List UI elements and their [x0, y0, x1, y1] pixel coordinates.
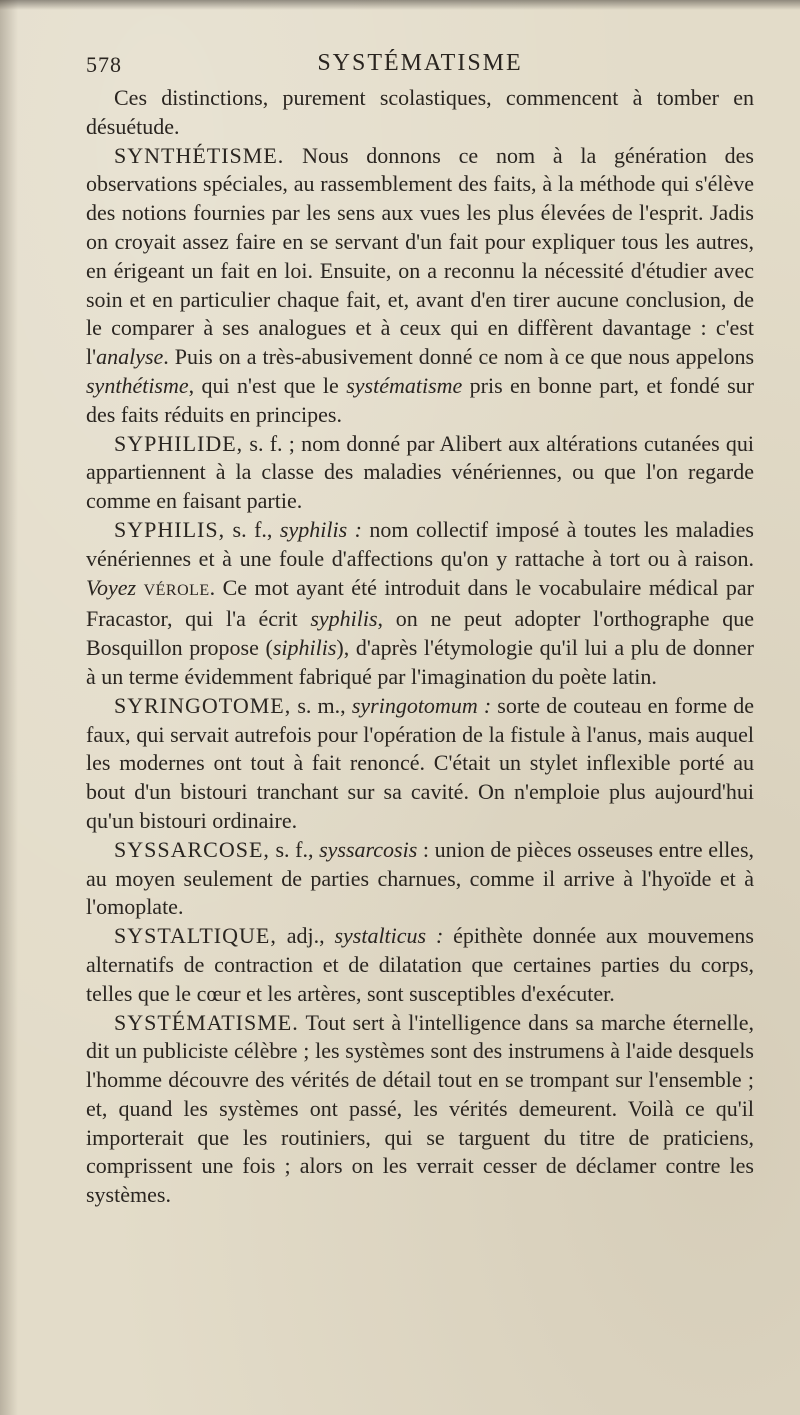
entry-text: s. m.,: [291, 692, 352, 718]
entry-text: épithète donnée aux mouvemens alternatifs de contraction et de dilatation que certaines parties du corps, telles que le cœur et les artères, sont susceptibles d'exécuter.: [86, 923, 754, 1006]
entry-text: nom collectif imposé à toutes les maladies vénériennes et à une foule d'affections qu'on y rattache à tort ou à raison.: [86, 516, 754, 571]
headword: SYSTÉMATISME.: [114, 1009, 299, 1035]
italic-term: syringotomum :: [351, 692, 492, 718]
entry-synthetisme: [86, 142, 754, 430]
entry-syphilide: [86, 430, 754, 516]
body-text: [86, 84, 754, 1210]
entry-text: s. f.,: [225, 516, 280, 542]
entry-text: ), d'après l'étymologie qu'il lui a plu de donner à un terme évidemment fabriqué par l'imagination du poète latin.: [86, 635, 754, 689]
entry-text: Nous donnons ce nom à la génération des observations spéciales, au rassemblement des faits, à la méthode qui s'élève des notions fournies par les sens aux vues les plus élevées de l'esprit. Jadis on croyait assez faire en se servant d'un fait pour expliquer tous les autres, en érigeant un fait en loi. Ensuite, on a reconnu la nécessité d'étudier avec soin et en particulier chaque fait, et, avant d'en tirer aucune conclusion, de le comparer à ses analogues et à ceux qui en diffèrent davantage : c'est l': [86, 142, 754, 370]
entry-systematisme: [86, 1009, 754, 1211]
entry-text: : union de pièces osseuses entre elles, au moyen seulement de parties charnues, comme il arrive à l'hyoïde et à l'omoplate.: [86, 836, 755, 920]
headword: SYPHILIDE,: [114, 430, 244, 456]
entry-systaltique: [86, 922, 754, 1008]
entry-text: , qui n'est que le: [188, 372, 347, 398]
headword: SYSTALTIQUE,: [114, 923, 277, 949]
entry-text: Tout sert à l'intelligence dans sa marche éternelle, dit un publiciste célèbre ; les systèmes sont des instrumens à l'aide desquels l'homme découvre des vérités de détail tout en se trompant sur l'ensemble ; et, quand les systèmes ont passé, les vérités demeurent. Voilà ce qu'il importerait que les routiniers, qui se targuent du titre de praticiens, comprissent une fois ; alors on les verrait cesser de déclamer contre les systèmes.: [86, 1009, 754, 1208]
italic-term: syphilis :: [279, 516, 362, 542]
headword: SYPHILIS,: [114, 516, 226, 542]
headword: SYRINGOTOME,: [114, 692, 292, 718]
italic-term: synthétisme: [86, 372, 189, 398]
headword: SYSSARCOSE,: [114, 836, 270, 862]
entry-text: , on ne peut adopter l'orthographe que Bosquillon propose (: [86, 606, 754, 661]
italic-term: syssarcosis: [319, 836, 418, 862]
entry-text: adj.,: [276, 923, 335, 949]
paragraph-text: Ces distinctions, purement scolastiques, commencent à tomber en désuétude.: [86, 85, 754, 139]
page-number: 578: [86, 52, 122, 77]
page-header: [86, 48, 754, 84]
italic-term: analyse: [96, 344, 164, 370]
page-binding-shadow: [0, 0, 18, 1415]
entry-text: sorte de couteau en forme de faux, qui servait autrefois pour l'opération de la fistule à l'anus, mais auquel les modernes ont tout à fait renoncé. C'était un stylet inflexible porté au bout d'un bistouri tranchant sur sa cavité. On n'emploie plus aujourd'hui qu'un bistouri ordinaire.: [86, 692, 754, 833]
entry-syringotome: [86, 692, 754, 836]
italic-term: systématisme: [346, 372, 463, 398]
running-head: SYSTÉMATISME: [317, 50, 523, 76]
cross-reference-voyez: Voyez: [86, 574, 137, 600]
entry-text: s. f. ; nom donné par Alibert aux altérations cutanées qui appartiennent à la classe des maladies vénériennes, ou que l'on regarde comme en faisant partie.: [86, 430, 754, 514]
headword: SYNTHÉTISME.: [114, 142, 285, 168]
page-top-shadow: [0, 0, 800, 10]
entry-text: . Ce mot ayant été introduit dans le vocabulaire médical par Fracastor, qui l'a écrit: [86, 574, 755, 632]
book-page: [86, 48, 754, 1210]
paragraph-continuation: [86, 84, 754, 142]
entry-text: . Puis on a très-abusivement donné ce nom à ce que nous appelons: [163, 344, 754, 370]
entry-text: pris en bonne part, et fondé sur des faits réduits en principes.: [86, 372, 754, 427]
italic-term: systalticus :: [334, 923, 444, 949]
italic-term: syphilis: [310, 606, 378, 632]
entry-syphilis: [86, 516, 754, 692]
cross-reference-target: VÉROLE: [143, 581, 210, 599]
italic-term: siphilis: [272, 635, 337, 661]
entry-syssarcose: [86, 836, 754, 922]
entry-text: s. f.,: [269, 836, 320, 862]
